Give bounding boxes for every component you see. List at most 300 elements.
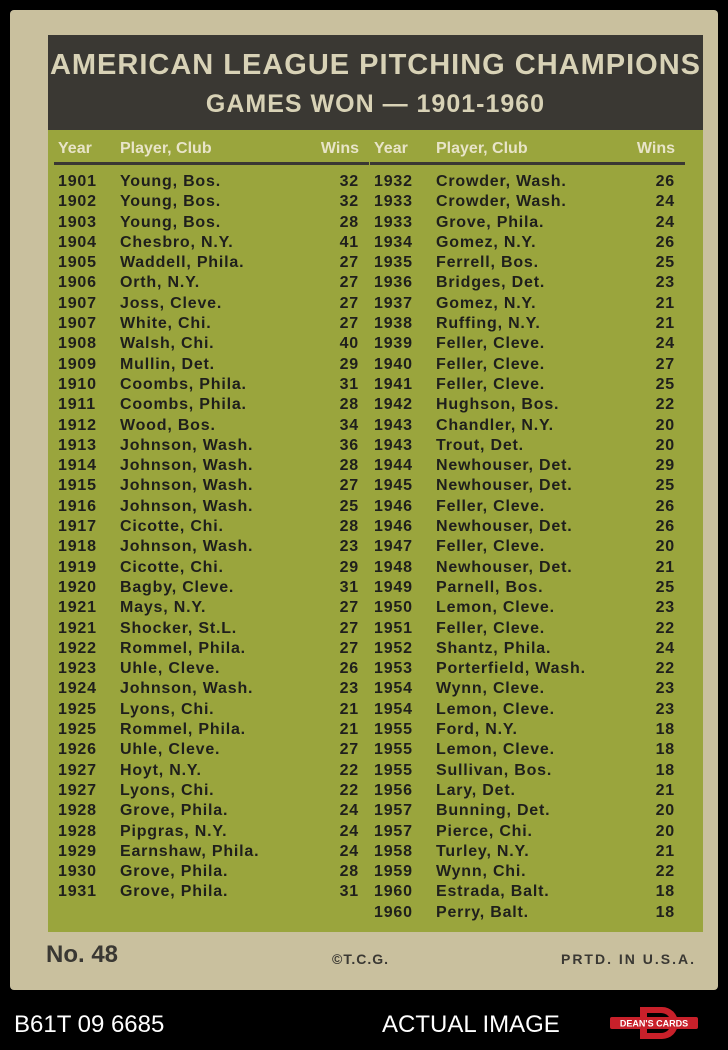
row-wins: 26 (655, 497, 675, 515)
row-player: Grove, Phila. (120, 802, 229, 820)
table-row (54, 762, 369, 782)
row-player: Johnson, Wash. (120, 436, 254, 454)
row-wins: 26 (655, 233, 675, 251)
table-row (370, 477, 685, 497)
table-row (54, 721, 369, 741)
table-row (370, 457, 685, 477)
row-wins: 25 (655, 477, 675, 495)
row-wins: 27 (339, 315, 359, 333)
row-wins: 31 (339, 578, 359, 596)
table-row (54, 883, 369, 903)
row-wins: 25 (655, 375, 675, 393)
row-player: Sullivan, Bos. (436, 761, 553, 779)
row-wins: 18 (655, 761, 675, 779)
table-row (370, 234, 685, 254)
row-year: 1954 (374, 680, 413, 698)
row-year: 1919 (58, 558, 97, 576)
table-row (54, 579, 369, 599)
table-row (54, 457, 369, 477)
card-number: No. 48 (46, 941, 119, 968)
row-year: 1903 (58, 213, 97, 231)
row-player: Johnson, Wash. (120, 680, 254, 698)
row-wins: 40 (339, 335, 359, 353)
table-row (370, 498, 685, 518)
card-title: AMERICAN LEAGUE PITCHING CHAMPIONS (49, 49, 702, 81)
row-year: 1918 (58, 538, 97, 556)
row-year: 1944 (374, 457, 413, 475)
row-player: Mullin, Det. (120, 355, 215, 373)
table-row (370, 721, 685, 741)
table-row (54, 295, 369, 315)
row-year: 1905 (58, 254, 97, 272)
table-row (54, 538, 369, 558)
row-player: Crowder, Wash. (436, 193, 567, 211)
row-year: 1933 (374, 213, 413, 231)
row-player: Wynn, Chi. (436, 863, 527, 881)
table-row (370, 518, 685, 538)
row-player: Newhouser, Det. (436, 518, 573, 536)
table-row (54, 701, 369, 721)
table-row (54, 741, 369, 761)
row-wins: 20 (655, 416, 675, 434)
row-wins: 28 (339, 396, 359, 414)
row-wins: 24 (655, 639, 675, 657)
row-year: 1934 (374, 233, 413, 251)
row-player: Grove, Phila. (120, 863, 229, 881)
row-player: Coombs, Phila. (120, 396, 247, 414)
row-year: 1925 (58, 721, 97, 739)
row-year: 1922 (58, 639, 97, 657)
row-player: Rommel, Phila. (120, 721, 246, 739)
row-year: 1910 (58, 375, 97, 393)
table-row (370, 741, 685, 761)
row-year: 1950 (374, 599, 413, 617)
row-wins: 23 (655, 274, 675, 292)
row-year: 1901 (58, 173, 97, 190)
row-player: Parnell, Bos. (436, 578, 544, 596)
row-year: 1938 (374, 315, 413, 333)
table-row (54, 802, 369, 822)
table-row (54, 274, 369, 294)
row-wins: 28 (339, 518, 359, 536)
table-row (54, 193, 369, 213)
table-row (54, 214, 369, 234)
row-wins: 27 (339, 274, 359, 292)
row-wins: 18 (655, 741, 675, 759)
table-row (54, 620, 369, 640)
row-wins: 27 (339, 599, 359, 617)
table-row (370, 417, 685, 437)
table-row (54, 518, 369, 538)
row-wins: 22 (655, 396, 675, 414)
row-year: 1928 (58, 822, 97, 840)
row-year: 1925 (58, 700, 97, 718)
row-wins: 22 (339, 781, 359, 799)
table-row (370, 904, 685, 924)
row-player: Ruffing, N.Y. (436, 315, 541, 333)
row-year: 1908 (58, 335, 97, 353)
row-player: Gomez, N.Y. (436, 294, 537, 312)
table-row (370, 396, 685, 416)
row-wins: 28 (339, 213, 359, 231)
row-player: White, Chi. (120, 315, 212, 333)
header-wins: Wins (320, 140, 359, 157)
row-player: Bagby, Cleve. (120, 578, 235, 596)
row-wins: 20 (655, 802, 675, 820)
row-year: 1951 (374, 619, 413, 637)
copyright-text: ©T.C.G. (332, 951, 389, 967)
row-year: 1954 (374, 700, 413, 718)
table-row (370, 802, 685, 822)
cert-id: B61T 09 6685 (14, 1011, 165, 1038)
row-year: 1931 (58, 883, 97, 901)
row-year: 1958 (374, 842, 413, 860)
table-row (370, 559, 685, 579)
row-player: Mays, N.Y. (120, 599, 207, 617)
row-player: Pierce, Chi. (436, 822, 533, 840)
row-wins: 24 (339, 802, 359, 820)
row-player: Uhle, Cleve. (120, 660, 221, 678)
row-wins: 24 (339, 822, 359, 840)
row-player: Johnson, Wash. (120, 457, 254, 475)
row-player: Newhouser, Det. (436, 477, 573, 495)
logo-text: DEAN'S CARDS (619, 1018, 689, 1029)
row-player: Shocker, St.L. (120, 619, 238, 637)
row-wins: 41 (339, 233, 359, 251)
row-wins: 27 (655, 355, 675, 373)
row-player: Crowder, Wash. (436, 173, 567, 190)
table-row (54, 335, 369, 355)
table-row (54, 599, 369, 619)
row-wins: 23 (655, 700, 675, 718)
card-subtitle: GAMES WON — 1901-1960 (205, 90, 546, 118)
column-header (370, 138, 685, 165)
row-year: 1946 (374, 518, 413, 536)
table-row (54, 843, 369, 863)
row-wins: 23 (339, 538, 359, 556)
table-row (370, 579, 685, 599)
row-year: 1937 (374, 294, 413, 312)
row-year: 1953 (374, 660, 413, 678)
row-wins: 21 (339, 700, 359, 718)
row-year: 1941 (374, 375, 413, 393)
row-year: 1927 (58, 761, 97, 779)
row-wins: 27 (339, 294, 359, 312)
deans-cards-logo (610, 1005, 698, 1041)
row-year: 1959 (374, 863, 413, 881)
table-row (54, 356, 369, 376)
table-row (54, 477, 369, 497)
row-player: Feller, Cleve. (436, 619, 546, 637)
row-wins: 25 (655, 254, 675, 272)
table-row (54, 823, 369, 843)
row-year: 1939 (374, 335, 413, 353)
table-row (370, 376, 685, 396)
row-player: Shantz, Phila. (436, 639, 552, 657)
header-wins: Wins (636, 140, 675, 157)
row-player: Feller, Cleve. (436, 355, 546, 373)
row-year: 1904 (58, 233, 97, 251)
row-year: 1906 (58, 274, 97, 292)
table-row (370, 762, 685, 782)
table-row (370, 335, 685, 355)
row-wins: 27 (339, 639, 359, 657)
row-year: 1957 (374, 802, 413, 820)
table-row (370, 356, 685, 376)
row-player: Cicotte, Chi. (120, 518, 224, 536)
row-wins: 24 (655, 335, 675, 353)
table-row (370, 883, 685, 903)
row-wins: 31 (339, 375, 359, 393)
row-wins: 27 (339, 619, 359, 637)
table-row (54, 315, 369, 335)
row-player: Lyons, Chi. (120, 781, 215, 799)
row-year: 1933 (374, 193, 413, 211)
row-wins: 28 (339, 457, 359, 475)
row-year: 1955 (374, 741, 413, 759)
table-row (54, 234, 369, 254)
row-player: Walsh, Chi. (120, 335, 215, 353)
column-header (54, 138, 369, 165)
header-player: Player, Club (120, 140, 212, 157)
row-year: 1921 (58, 619, 97, 637)
row-player: Earnshaw, Phila. (120, 842, 260, 860)
table-row (370, 620, 685, 640)
table-row (370, 173, 685, 193)
row-player: Lemon, Cleve. (436, 741, 555, 759)
row-player: Young, Bos. (120, 213, 221, 231)
printed-in-text: PRTD. IN U.S.A. (560, 951, 696, 967)
row-year: 1946 (374, 497, 413, 515)
row-wins: 21 (339, 721, 359, 739)
row-year: 1913 (58, 436, 97, 454)
row-wins: 18 (655, 721, 675, 739)
row-player: Coombs, Phila. (120, 375, 247, 393)
row-player: Bunning, Det. (436, 802, 551, 820)
row-player: Newhouser, Det. (436, 457, 573, 475)
row-year: 1942 (374, 396, 413, 414)
row-year: 1907 (58, 294, 97, 312)
table-row (54, 376, 369, 396)
row-wins: 26 (655, 173, 675, 190)
table-row (54, 173, 369, 193)
row-player: Porterfield, Wash. (436, 660, 586, 678)
table-row (54, 498, 369, 518)
table-row (370, 599, 685, 619)
table-row (54, 559, 369, 579)
stats-column-left (54, 138, 369, 904)
row-player: Perry, Balt. (436, 903, 529, 921)
row-player: Johnson, Wash. (120, 538, 254, 556)
row-wins: 27 (339, 741, 359, 759)
row-player: Gomez, N.Y. (436, 233, 537, 251)
row-wins: 21 (655, 558, 675, 576)
row-year: 1943 (374, 436, 413, 454)
table-row (54, 660, 369, 680)
row-wins: 22 (655, 619, 675, 637)
row-player: Lyons, Chi. (120, 700, 215, 718)
row-player: Estrada, Balt. (436, 883, 550, 901)
row-wins: 27 (339, 254, 359, 272)
rows-left (54, 173, 369, 904)
table-row (54, 437, 369, 457)
row-year: 1936 (374, 274, 413, 292)
row-player: Feller, Cleve. (436, 538, 546, 556)
stats-column-right (370, 138, 685, 924)
table-row (54, 640, 369, 660)
row-wins: 26 (655, 518, 675, 536)
row-wins: 24 (339, 842, 359, 860)
row-year: 1943 (374, 416, 413, 434)
row-player: Lemon, Cleve. (436, 599, 555, 617)
table-row (54, 417, 369, 437)
table-row (370, 843, 685, 863)
row-year: 1914 (58, 457, 97, 475)
row-year: 1923 (58, 660, 97, 678)
row-year: 1921 (58, 599, 97, 617)
row-wins: 22 (655, 863, 675, 881)
listing-caption (0, 995, 728, 1050)
row-player: Young, Bos. (120, 193, 221, 211)
card-header (48, 35, 703, 130)
row-year: 1960 (374, 903, 413, 921)
row-player: Newhouser, Det. (436, 558, 573, 576)
row-player: Wood, Bos. (120, 416, 216, 434)
row-year: 1955 (374, 761, 413, 779)
row-player: Waddell, Phila. (120, 254, 245, 272)
row-wins: 34 (339, 416, 359, 434)
table-row (370, 680, 685, 700)
row-wins: 24 (655, 193, 675, 211)
row-wins: 36 (339, 436, 359, 454)
row-player: Chesbro, N.Y. (120, 233, 234, 251)
rows-right (370, 173, 685, 924)
header-year: Year (58, 140, 92, 157)
row-player: Johnson, Wash. (120, 497, 254, 515)
row-year: 1935 (374, 254, 413, 272)
table-row (54, 863, 369, 883)
table-row (370, 214, 685, 234)
row-year: 1955 (374, 721, 413, 739)
row-wins: 26 (339, 660, 359, 678)
row-year: 1932 (374, 173, 413, 190)
row-wins: 24 (655, 213, 675, 231)
stats-table (48, 130, 703, 932)
row-wins: 29 (339, 558, 359, 576)
table-row (370, 701, 685, 721)
row-wins: 18 (655, 883, 675, 901)
table-row (370, 782, 685, 802)
row-player: Bridges, Det. (436, 274, 546, 292)
row-wins: 23 (339, 680, 359, 698)
row-wins: 21 (655, 781, 675, 799)
row-wins: 29 (339, 355, 359, 373)
card-footer (46, 935, 706, 975)
row-player: Grove, Phila. (436, 213, 545, 231)
row-wins: 21 (655, 294, 675, 312)
row-year: 1902 (58, 193, 97, 211)
row-year: 1911 (58, 396, 96, 414)
row-wins: 20 (655, 436, 675, 454)
row-year: 1926 (58, 741, 97, 759)
row-player: Chandler, N.Y. (436, 416, 554, 434)
row-wins: 29 (655, 457, 675, 475)
row-year: 1956 (374, 781, 413, 799)
table-row (370, 295, 685, 315)
table-row (370, 193, 685, 213)
table-row (370, 437, 685, 457)
row-year: 1916 (58, 497, 97, 515)
row-wins: 23 (655, 599, 675, 617)
row-player: Uhle, Cleve. (120, 741, 221, 759)
table-row (370, 538, 685, 558)
row-wins: 21 (655, 315, 675, 333)
row-player: Grove, Phila. (120, 883, 229, 901)
table-row (370, 863, 685, 883)
row-player: Lemon, Cleve. (436, 700, 555, 718)
row-year: 1924 (58, 680, 97, 698)
row-year: 1949 (374, 578, 413, 596)
table-row (370, 254, 685, 274)
row-player: Orth, N.Y. (120, 274, 201, 292)
row-player: Wynn, Cleve. (436, 680, 545, 698)
row-year: 1945 (374, 477, 413, 495)
row-year: 1920 (58, 578, 97, 596)
row-player: Joss, Cleve. (120, 294, 223, 312)
row-wins: 18 (655, 903, 675, 921)
row-wins: 20 (655, 822, 675, 840)
row-year: 1960 (374, 883, 413, 901)
row-player: Young, Bos. (120, 173, 221, 190)
row-player: Ford, N.Y. (436, 721, 518, 739)
row-wins: 31 (339, 883, 359, 901)
row-wins: 22 (655, 660, 675, 678)
header-player: Player, Club (436, 140, 528, 157)
row-wins: 27 (339, 477, 359, 495)
table-row (370, 660, 685, 680)
row-player: Turley, N.Y. (436, 842, 530, 860)
actual-image-label: ACTUAL IMAGE (382, 1011, 560, 1038)
row-player: Rommel, Phila. (120, 639, 246, 657)
row-wins: 22 (339, 761, 359, 779)
row-player: Pipgras, N.Y. (120, 822, 228, 840)
row-wins: 28 (339, 863, 359, 881)
row-year: 1928 (58, 802, 97, 820)
table-row (370, 274, 685, 294)
row-wins: 21 (655, 842, 675, 860)
row-year: 1929 (58, 842, 97, 860)
row-year: 1907 (58, 315, 97, 333)
row-player: Trout, Det. (436, 436, 524, 454)
row-player: Hoyt, N.Y. (120, 761, 202, 779)
row-year: 1957 (374, 822, 413, 840)
row-wins: 32 (339, 193, 359, 211)
table-row (54, 680, 369, 700)
row-player: Feller, Cleve. (436, 375, 546, 393)
row-player: Ferrell, Bos. (436, 254, 539, 272)
row-year: 1952 (374, 639, 413, 657)
row-year: 1909 (58, 355, 97, 373)
row-wins: 32 (339, 173, 359, 190)
row-wins: 25 (655, 578, 675, 596)
row-player: Feller, Cleve. (436, 335, 546, 353)
row-year: 1930 (58, 863, 97, 881)
row-year: 1948 (374, 558, 413, 576)
table-row (54, 254, 369, 274)
row-player: Cicotte, Chi. (120, 558, 224, 576)
row-year: 1927 (58, 781, 97, 799)
row-player: Feller, Cleve. (436, 497, 546, 515)
